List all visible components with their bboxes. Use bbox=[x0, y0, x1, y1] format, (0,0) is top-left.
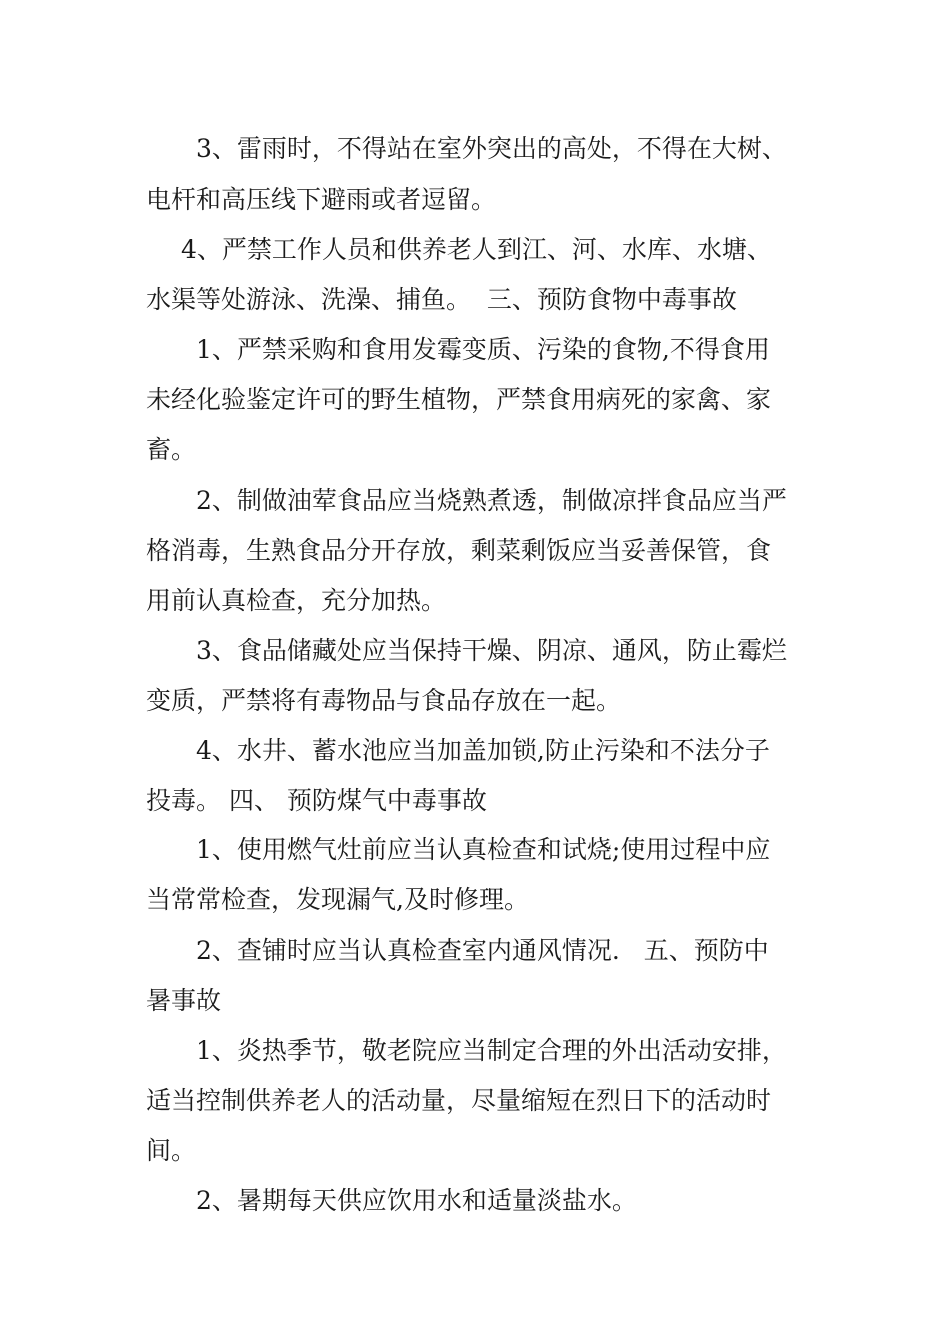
paragraph-7-line-2: 当常常检查，发现漏气,及时修理。 bbox=[146, 885, 529, 914]
paragraph-3-line-3: 畜。 bbox=[146, 435, 197, 464]
paragraph-5-line-1: 3、食品储藏处应当保持干燥、阴凉、通风，防止霉烂 bbox=[196, 636, 787, 665]
paragraph-3-line-2: 未经化验鉴定许可的野生植物，严禁食用病死的家禽、家 bbox=[146, 385, 772, 414]
paragraph-8-line-1: 2、查铺时应当认真检查室内通风情况. 五、预防中 bbox=[196, 936, 769, 965]
paragraph-9-line-2: 适当控制供养老人的活动量，尽量缩短在烈日下的活动时 bbox=[146, 1086, 772, 1115]
paragraph-1-line-2: 电杆和高压线下避雨或者逗留。 bbox=[146, 185, 497, 214]
paragraph-2-line-1: 4、严禁工作人员和供养老人到江、河、水库、水塘、 bbox=[181, 235, 772, 264]
paragraph-4-line-2: 格消毒，生熟食品分开存放，剩菜剩饭应当妥善保管，食 bbox=[146, 536, 772, 565]
paragraph-10-line-1: 2、暑期每天供应饮用水和适量淡盐水。 bbox=[196, 1186, 637, 1215]
paragraph-4-line-3: 用前认真检查，充分加热。 bbox=[146, 586, 447, 615]
paragraph-7-line-1: 1、使用燃气灶前应当认真检查和试烧;使用过程中应 bbox=[196, 835, 771, 864]
paragraph-6-line-1: 4、水井、蓄水池应当加盖加锁,防止污染和不法分子 bbox=[196, 736, 770, 765]
paragraph-6-line-2: 投毒。 四、 预防煤气中毒事故 bbox=[146, 786, 487, 815]
paragraph-2-line-2: 水渠等处游泳、洗澡、捕鱼。 三、预防食物中毒事故 bbox=[146, 285, 737, 314]
paragraph-5-line-2: 变质，严禁将有毒物品与食品存放在一起。 bbox=[146, 686, 622, 715]
paragraph-9-line-1: 1、炎热季节，敬老院应当制定合理的外出活动安排， bbox=[196, 1036, 787, 1065]
paragraph-8-line-2: 暑事故 bbox=[146, 986, 222, 1015]
paragraph-1-line-1: 3、雷雨时，不得站在室外突出的高处，不得在大树、 bbox=[196, 134, 787, 163]
paragraph-9-line-3: 间。 bbox=[146, 1136, 197, 1165]
paragraph-4-line-1: 2、制做油荤食品应当烧熟煮透，制做凉拌食品应当严 bbox=[196, 486, 787, 515]
paragraph-3-line-1: 1、严禁采购和食用发霉变质、污染的食物,不得食用 bbox=[196, 335, 770, 364]
